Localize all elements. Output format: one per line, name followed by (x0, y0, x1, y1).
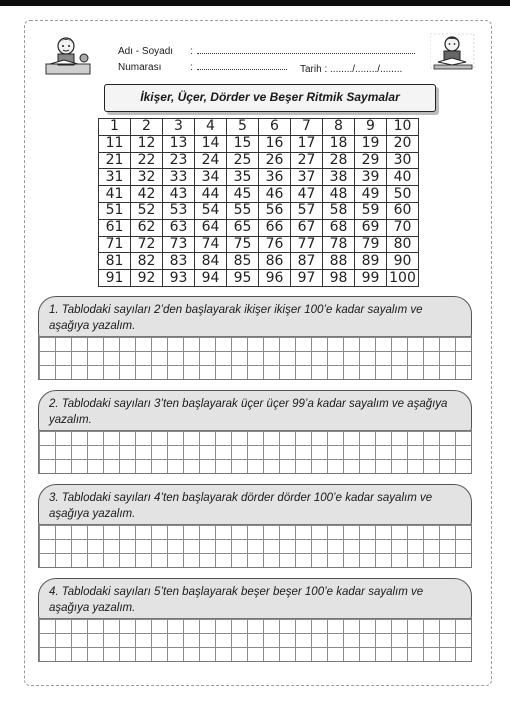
hundred-chart-cell: 52 (131, 202, 163, 219)
hundred-chart-cell: 96 (259, 270, 291, 287)
hundred-chart-cell: 73 (163, 236, 195, 253)
hundred-chart-cell: 93 (163, 270, 195, 287)
hundred-chart-cell: 57 (291, 202, 323, 219)
hundred-chart-cell: 95 (227, 270, 259, 287)
hundred-chart-cell: 78 (323, 236, 355, 253)
hundred-chart-cell: 85 (227, 253, 259, 270)
hundred-chart-cell: 46 (259, 186, 291, 203)
hundred-chart-cell: 32 (131, 169, 163, 186)
hundred-chart-cell: 44 (195, 186, 227, 203)
hundred-chart-cell: 29 (355, 152, 387, 169)
question-3-text: 3. Tablodaki sayıları 4’ten başlayarak dörder dörder 100’e kadar sayalım ve aşağıya yazalım. (49, 492, 433, 520)
hundred-chart-cell: 1 (99, 119, 131, 136)
hundred-chart-cell: 6 (259, 119, 291, 136)
question-1-header (38, 296, 472, 338)
hundred-chart-cell: 84 (195, 253, 227, 270)
hundred-chart-cell: 83 (163, 253, 195, 270)
name-colon: : (190, 46, 193, 57)
hundred-chart-cell: 35 (227, 169, 259, 186)
child-reading-illustration (44, 30, 92, 78)
number-label: Numarası (118, 62, 162, 73)
question-4-header (38, 578, 472, 620)
number-field[interactable] (118, 60, 287, 73)
hundred-chart-cell: 20 (387, 135, 419, 152)
hundred-chart-cell: 97 (291, 270, 323, 287)
hundred-chart-cell: 94 (195, 270, 227, 287)
hundred-chart-cell: 67 (291, 219, 323, 236)
hundred-chart-cell: 72 (131, 236, 163, 253)
hundred-chart-cell: 10 (387, 119, 419, 136)
hundred-chart-cell: 54 (195, 202, 227, 219)
hundred-chart-row (99, 169, 419, 186)
hundred-chart-cell: 42 (131, 186, 163, 203)
hundred-chart-cell: 17 (291, 135, 323, 152)
hundred-chart-cell: 13 (163, 135, 195, 152)
worksheet-title-box (104, 84, 436, 112)
question-4-answer-grid[interactable] (38, 618, 472, 662)
question-4-text: 4. Tablodaki sayıları 5’ten başlayarak beşer beşer 100’e kadar sayalım ve aşağıya yazalım. (49, 586, 424, 614)
hundred-chart-cell: 22 (131, 152, 163, 169)
date-label: Tarih (300, 64, 322, 75)
question-1-answer-grid[interactable] (38, 336, 472, 380)
hundred-chart-cell: 86 (259, 253, 291, 270)
number-colon: : (190, 62, 193, 73)
hundred-chart-cell: 2 (131, 119, 163, 136)
hundred-chart-cell: 100 (387, 270, 419, 287)
hundred-chart-cell: 43 (163, 186, 195, 203)
hundred-chart-cell: 33 (163, 169, 195, 186)
hundred-chart-cell: 87 (291, 253, 323, 270)
number-dotted-line (197, 60, 287, 70)
hundred-chart-cell: 50 (387, 186, 419, 203)
hundred-chart-cell: 19 (355, 135, 387, 152)
hundred-chart-cell: 58 (323, 202, 355, 219)
hundred-chart-row (99, 236, 419, 253)
hundred-chart-cell: 81 (99, 253, 131, 270)
date-value: : ......../......../........ (324, 64, 403, 75)
hundred-chart-cell: 79 (355, 236, 387, 253)
hundred-chart-cell: 7 (291, 119, 323, 136)
hundred-chart-cell: 76 (259, 236, 291, 253)
hundred-chart-cell: 8 (323, 119, 355, 136)
hundred-chart-cell: 69 (355, 219, 387, 236)
hundred-chart-cell: 26 (259, 152, 291, 169)
hundred-chart-cell: 51 (99, 202, 131, 219)
hundred-chart-cell: 34 (195, 169, 227, 186)
hundred-chart-cell: 56 (259, 202, 291, 219)
name-label: Adı - Soyadı (118, 46, 174, 57)
hundred-chart-row (99, 119, 419, 136)
hundred-chart-row (99, 135, 419, 152)
hundred-chart-cell: 4 (195, 119, 227, 136)
date-field[interactable] (300, 64, 402, 75)
hundred-chart-cell: 47 (291, 186, 323, 203)
question-2-answer-grid[interactable] (38, 430, 472, 474)
hundred-chart-cell: 80 (387, 236, 419, 253)
question-2-text: 2. Tablodaki sayıları 3’ten başlayarak üçer üçer 99’a kadar sayalım ve aşağıya yazalım. (49, 398, 448, 426)
hundred-chart-cell: 75 (227, 236, 259, 253)
hundred-chart-cell: 71 (99, 236, 131, 253)
question-1-text: 1. Tablodaki sayıları 2’den başlayarak ikişer ikişer 100’e kadar sayalım ve aşağıya yazalım. (49, 304, 423, 332)
hundred-chart-cell: 64 (195, 219, 227, 236)
hundred-chart-cell: 36 (259, 169, 291, 186)
hundred-chart-cell: 53 (163, 202, 195, 219)
hundred-chart-cell: 98 (323, 270, 355, 287)
hundred-chart-cell: 24 (195, 152, 227, 169)
hundred-chart-cell: 41 (99, 186, 131, 203)
hundred-chart-cell: 45 (227, 186, 259, 203)
hundred-chart-cell: 3 (163, 119, 195, 136)
hundred-chart-cell: 11 (99, 135, 131, 152)
hundred-chart-cell: 38 (323, 169, 355, 186)
hundred-chart-cell: 37 (291, 169, 323, 186)
question-3-header (38, 484, 472, 526)
hundred-chart-cell: 27 (291, 152, 323, 169)
hundred-chart-cell: 70 (387, 219, 419, 236)
hundred-chart-cell: 68 (323, 219, 355, 236)
hundred-chart-table (98, 118, 419, 287)
hundred-chart-cell: 21 (99, 152, 131, 169)
hundred-chart-row (99, 186, 419, 203)
hundred-chart-cell: 55 (227, 202, 259, 219)
hundred-chart-cell: 23 (163, 152, 195, 169)
question-3-answer-grid[interactable] (38, 524, 472, 568)
hundred-chart-cell: 63 (163, 219, 195, 236)
hundred-chart-cell: 91 (99, 270, 131, 287)
hundred-chart-row (99, 270, 419, 287)
hundred-chart-cell: 82 (131, 253, 163, 270)
hundred-chart-cell: 49 (355, 186, 387, 203)
hundred-chart-cell: 5 (227, 119, 259, 136)
child-studying-illustration (430, 30, 478, 78)
hundred-chart-cell: 15 (227, 135, 259, 152)
hundred-chart-cell: 90 (387, 253, 419, 270)
hundred-chart-cell: 25 (227, 152, 259, 169)
hundred-chart-cell: 9 (355, 119, 387, 136)
question-2-header (38, 390, 472, 432)
hundred-chart-cell: 14 (195, 135, 227, 152)
hundred-chart-cell: 18 (323, 135, 355, 152)
hundred-chart-cell: 40 (387, 169, 419, 186)
hundred-chart-row (99, 202, 419, 219)
name-dotted-line (197, 44, 415, 54)
hundred-chart-cell: 89 (355, 253, 387, 270)
hundred-chart-row (99, 253, 419, 270)
hundred-chart-cell: 39 (355, 169, 387, 186)
hundred-chart-cell: 28 (323, 152, 355, 169)
hundred-chart-cell: 74 (195, 236, 227, 253)
hundred-chart-cell: 61 (99, 219, 131, 236)
hundred-chart-cell: 66 (259, 219, 291, 236)
scan-top-edge (0, 0, 510, 6)
hundred-chart-row (99, 219, 419, 236)
hundred-chart-cell: 48 (323, 186, 355, 203)
hundred-chart-cell: 30 (387, 152, 419, 169)
hundred-chart-cell: 16 (259, 135, 291, 152)
hundred-chart-cell: 77 (291, 236, 323, 253)
hundred-chart-cell: 62 (131, 219, 163, 236)
hundred-chart-row (99, 152, 419, 169)
hundred-chart-cell: 92 (131, 270, 163, 287)
hundred-chart-cell: 88 (323, 253, 355, 270)
hundred-chart-cell: 65 (227, 219, 259, 236)
name-field[interactable] (118, 44, 415, 57)
hundred-chart-cell: 12 (131, 135, 163, 152)
worksheet-title: İkişer, Üçer, Dörder ve Beşer Ritmik Saymalar (140, 90, 400, 104)
hundred-chart-cell: 59 (355, 202, 387, 219)
hundred-chart-cell: 60 (387, 202, 419, 219)
hundred-chart-cell: 99 (355, 270, 387, 287)
hundred-chart-cell: 31 (99, 169, 131, 186)
